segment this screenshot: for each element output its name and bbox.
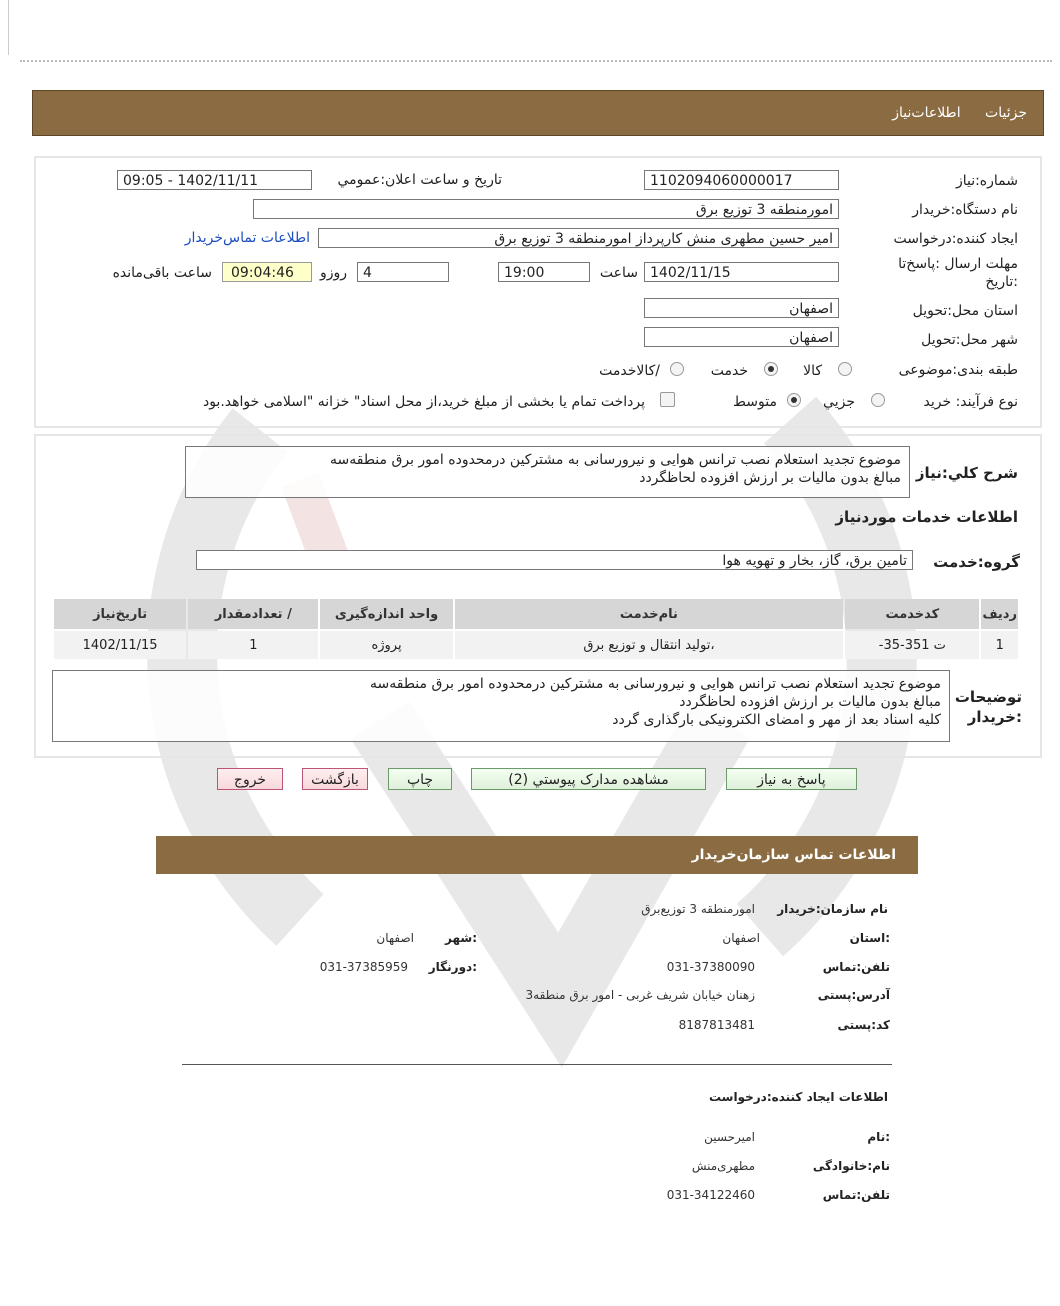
contact-city-value: اصفهان: [376, 931, 414, 945]
contact-fax-label: :دورنگار: [428, 960, 477, 974]
contact-city-label: :شهر: [445, 931, 477, 945]
category-goods-radio[interactable]: [838, 362, 852, 376]
days-label: روزو: [319, 265, 347, 281]
contact-org-value: امورمنطقه 3 توزیع‌برق: [641, 902, 755, 916]
back-button[interactable]: بازگشت: [302, 768, 368, 790]
buyer-notes-label-1: توضیحات: [954, 688, 1022, 706]
process-minor-radio[interactable]: [871, 393, 885, 407]
summary-text-box: [185, 446, 910, 498]
treasury-payment-checkbox[interactable]: [660, 392, 675, 407]
cell-unit: پروژه: [320, 631, 452, 659]
reply-button[interactable]: پاسخ به نیاز: [726, 768, 857, 790]
remaining-label: ساعت باقی‌مانده: [112, 265, 212, 281]
contact-phone-label: تلفن:تماس: [822, 960, 890, 974]
need-number-label: شماره:نیاز: [955, 173, 1018, 189]
col-need-date: تاریخ‌نیاز: [54, 599, 186, 629]
buyer-notes-box: [52, 670, 950, 742]
announce-label: تاریخ و ساعت اعلان:عمومي: [337, 172, 502, 188]
deadline-time-field: 19:00: [498, 262, 590, 282]
top-tab-bar: [32, 90, 1044, 136]
city-field: اصفهان: [644, 327, 839, 347]
process-medium-label: متوسط: [733, 394, 777, 410]
buyer-notes-line-1: موضوع تجدید استعلام نصب ترانس هوایی و نیرورسانی به مشترکین درمحدوده امور برق منطقه‌سه: [370, 676, 941, 692]
contact-address-value: زهنان خیابان شریف غربی - امور برق منطقه3: [525, 988, 755, 1002]
contact-phone-value: 031-37380090: [666, 960, 755, 974]
creator-info-title: اطلاعات ایجاد کننده:درخواست: [708, 1090, 888, 1104]
creator-field: امیر حسین مطهری منش کارپرداز امورمنطقه 3 توزیع برق: [318, 228, 839, 248]
deadline-label-line2: :تاریخ: [985, 274, 1018, 290]
contact-fax-value: 031-37385959: [319, 960, 408, 974]
creator-phone-value: 031-34122460: [666, 1188, 755, 1202]
contact-postal-value: 8187813481: [678, 1018, 755, 1032]
category-goods-label: کالا: [803, 363, 822, 379]
contact-province-label: :استان: [849, 931, 890, 945]
deadline-date-field: 1402/11/15: [644, 262, 839, 282]
summary-label: شرح کلي:نیاز: [915, 464, 1018, 482]
buyer-notes-line-2: مبالغ بدون مالیات بر ارزش افزوده لحاظگردد: [679, 694, 941, 710]
buyer-org-label: نام دستگاه:خریدار: [912, 202, 1018, 218]
creator-family-label: نام:خانوادگی: [812, 1159, 890, 1173]
creator-label: ایجاد کننده:درخواست: [893, 231, 1018, 247]
summary-line-1: موضوع تجدید استعلام نصب ترانس هوایی و نیرورسانی به مشترکین درمحدوده امور برق منطقه‌سه: [330, 452, 901, 468]
service-group-label: گروه:خدمت: [933, 553, 1020, 571]
creator-name-label: :نام: [867, 1130, 890, 1144]
contact-address-label: آدرس:پستی: [817, 988, 890, 1002]
creator-phone-label: تلفن:تماس: [822, 1188, 890, 1202]
process-label: نوع فرآیند: خرید: [923, 394, 1018, 410]
table-row: [54, 631, 1018, 659]
col-service-code: کدخدمت: [845, 599, 979, 629]
col-unit: واحد اندازه‌گیری: [320, 599, 452, 629]
cell-row: 1: [981, 631, 1018, 659]
contact-org-label: نام سازمان:خریدار: [777, 902, 888, 916]
contact-postal-label: کد:پستی: [837, 1018, 890, 1032]
exit-button[interactable]: خروج: [217, 768, 283, 790]
contact-header-bar: [156, 836, 918, 874]
cell-service-code: ت 351-35-: [845, 631, 979, 659]
city-label: شهر محل:تحویل: [921, 332, 1018, 348]
announce-datetime-field: 1402/11/11 - 09:05: [117, 170, 312, 190]
summary-line-2: مبالغ بدون مالیات بر ارزش افزوده لحاظگردد: [639, 470, 901, 486]
services-title: اطلاعات خدمات موردنیاز: [835, 508, 1018, 526]
remaining-timer: 09:04:46: [222, 262, 312, 282]
need-number-field: 1102094060000017: [644, 170, 839, 190]
buyer-notes-line-3: کلیه اسناد بعد از مهر و امضای الکترونیکی بارگذاری گردد: [612, 712, 941, 728]
top-divider: [20, 60, 1052, 62]
tab-need-info[interactable]: اطلاعات‌نیاز: [892, 105, 961, 121]
service-group-field: تامین برق، گاز، بخار و تهویه هوا: [196, 550, 913, 570]
col-service-name: نام‌خدمت: [455, 599, 844, 629]
top-left-border: [8, 0, 9, 55]
deadline-label-line1: مهلت ارسال :پاسخ‌تا: [898, 256, 1018, 272]
category-goods-service-label: /کالاخدمت: [599, 363, 660, 379]
process-medium-radio[interactable]: [787, 393, 801, 407]
cell-need-date: 1402/11/15: [54, 631, 186, 659]
col-quantity: / تعدادمقدار: [188, 599, 318, 629]
province-field: اصفهان: [644, 298, 839, 318]
category-goods-service-radio[interactable]: [670, 362, 684, 376]
days-field: 4: [357, 262, 449, 282]
services-table: [52, 597, 1020, 661]
creator-family-value: مطهری‌منش: [691, 1159, 755, 1173]
hour-label: ساعت: [599, 265, 638, 281]
tab-details[interactable]: جزئیات: [985, 105, 1027, 121]
treasury-payment-note: پرداخت تمام یا بخشی از مبلغ خرید،از محل اسناد" خزانه "اسلامی خواهد.بود: [202, 394, 645, 410]
buyer-org-field: امورمنطقه 3 توزیع برق: [253, 199, 839, 219]
contact-title: اطلاعات تماس سازمان‌خریدار: [691, 847, 896, 863]
col-row: ردیف: [981, 599, 1018, 629]
category-label: طبقه بندی:موضوعی: [898, 362, 1018, 378]
buyer-notes-label-2: :خریدار: [967, 708, 1022, 726]
view-attachments-button[interactable]: مشاهده مدارک پیوستي (2): [471, 768, 706, 790]
need-info-panel: [34, 156, 1042, 428]
contact-province-value: اصفهان: [722, 931, 760, 945]
contact-divider: [182, 1064, 892, 1065]
category-service-label: خدمت: [710, 363, 748, 379]
print-button[interactable]: چاپ: [388, 768, 452, 790]
buyer-contact-link[interactable]: اطلاعات تماس‌خریدار: [184, 230, 310, 246]
category-service-radio[interactable]: [764, 362, 778, 376]
cell-quantity: 1: [188, 631, 318, 659]
creator-name-value: امیرحسین: [704, 1130, 755, 1144]
process-minor-label: جزیي: [823, 394, 855, 410]
province-label: استان محل:تحویل: [912, 303, 1018, 319]
cell-service-name: ،تولید انتقال و توزیع برق: [455, 631, 844, 659]
